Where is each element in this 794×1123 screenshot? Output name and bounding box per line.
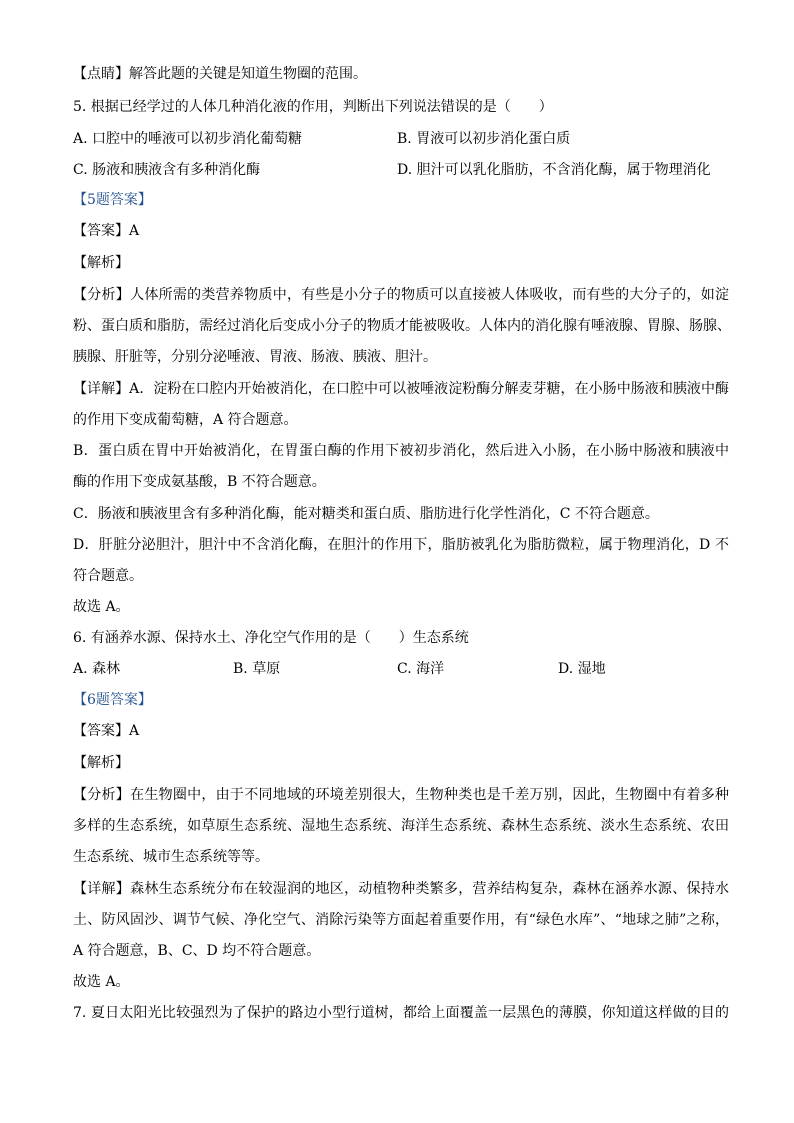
q5-detail-a-line-2: 的作用下变成葡萄糖，A 符合题意。 — [73, 412, 298, 428]
q5-option-d: D. 胆汁可以乳化脂肪，不含消化酶，属于物理消化 — [397, 162, 711, 178]
q5-option-b: B. 胃液可以初步消化蛋白质 — [397, 131, 571, 147]
q5-option-c: C. 肠液和胰液含有多种消化酶 — [73, 162, 261, 178]
q6-detail-line-3: A 符合题意，B、C、D 均不符合题意。 — [73, 943, 321, 959]
q6-option-b: B. 草原 — [233, 661, 281, 677]
q5-detail-d-line-1: D．肝脏分泌胆汁，胆汁中不含消化酶，在胆汁的作用下，脂肪被乳化为脂肪微粒，属于物理消化，D 不 — [73, 537, 729, 553]
q6-answer: 【答案】A — [73, 723, 140, 739]
q6-option-d: D. 湿地 — [558, 661, 606, 677]
q6-answer-header: 【6题答案】 — [73, 692, 152, 708]
q6-analysis-line-3: 生态系统、城市生态系统等等。 — [73, 849, 269, 865]
q5-answer: 【答案】A — [73, 223, 140, 239]
question-7: 7. 夏日太阳光比较强烈为了保护的路边小型行道树，都给上面覆盖一层黑色的薄膜，你知道这样做的目的 — [73, 1005, 729, 1021]
tip-line: 【点睛】解答此题的关键是知道生物圈的范围。 — [73, 66, 367, 82]
q6-analysis-line-1: 【分析】在生物圈中，由于不同地域的环境差别很大，生物种类也是千差万别，因此，生物圈中有着多种 — [73, 787, 729, 803]
q5-detail-c-line: C．肠液和胰液里含有多种消化酶，能对糖类和蛋白质、脂肪进行化学性消化，C 不符合题意。 — [73, 506, 659, 522]
q6-conclusion: 故选 A。 — [73, 974, 130, 990]
q5-analysis-line-1: 【分析】人体所需的类营养物质中，有些是小分子的物质可以直接被人体吸收，而有些的大分子的，如淀 — [73, 287, 729, 303]
q5-conclusion: 故选 A。 — [73, 599, 130, 615]
question-5: 5. 根据已经学过的人体几种消化液的作用，判断出下列说法错误的是（ ） — [73, 99, 553, 115]
q6-option-a: A. 森林 — [73, 661, 121, 677]
q5-detail-a-line-1: 【详解】A．淀粉在口腔内开始被消化，在口腔中可以被唾液淀粉酶分解麦芽糖，在小肠中肠液和胰液中酶 — [73, 381, 729, 397]
question-6: 6. 有涵养水源、保持水土、净化空气作用的是（ ）生态系统 — [73, 630, 469, 646]
q5-detail-d-line-2: 符合题意。 — [73, 568, 143, 584]
q5-detail-b-line-2: 酶的作用下变成氨基酸，B 不符合题意。 — [73, 474, 326, 490]
q6-analysis-label: 【解析】 — [73, 755, 129, 771]
q5-analysis-label: 【解析】 — [73, 255, 129, 271]
q5-answer-header: 【5题答案】 — [73, 192, 152, 208]
q5-option-a: A. 口腔中的唾液可以初步消化葡萄糖 — [73, 131, 303, 147]
q6-analysis-line-2: 多样的生态系统，如草原生态系统、湿地生态系统、海洋生态系统、森林生态系统、淡水生态系统、农田 — [73, 818, 729, 834]
q6-detail-line-2: 土、防风固沙、调节气候、净化空气、消除污染等方面起着重要作用，有“绿色水库”、“地球之肺”之称， — [73, 912, 729, 928]
q5-detail-b-line-1: B．蛋白质在胃中开始被消化，在胃蛋白酶的作用下被初步消化，然后进入小肠，在小肠中肠液和胰液中 — [73, 443, 729, 459]
q5-analysis-line-3: 胰腺、肝脏等，分别分泌唾液、胃液、肠液、胰液、胆汁。 — [73, 349, 437, 365]
q6-detail-line-1: 【详解】森林生态系统分布在较湿润的地区，动植物种类繁多，营养结构复杂，森林在涵养水源、保持水 — [73, 881, 729, 897]
q5-analysis-line-2: 粉、蛋白质和脂肪，需经过消化后变成小分子的物质才能被吸收。人体内的消化腺有唾液腺、胃腺、肠腺、 — [73, 318, 731, 334]
q6-option-c: C. 海洋 — [397, 661, 445, 677]
